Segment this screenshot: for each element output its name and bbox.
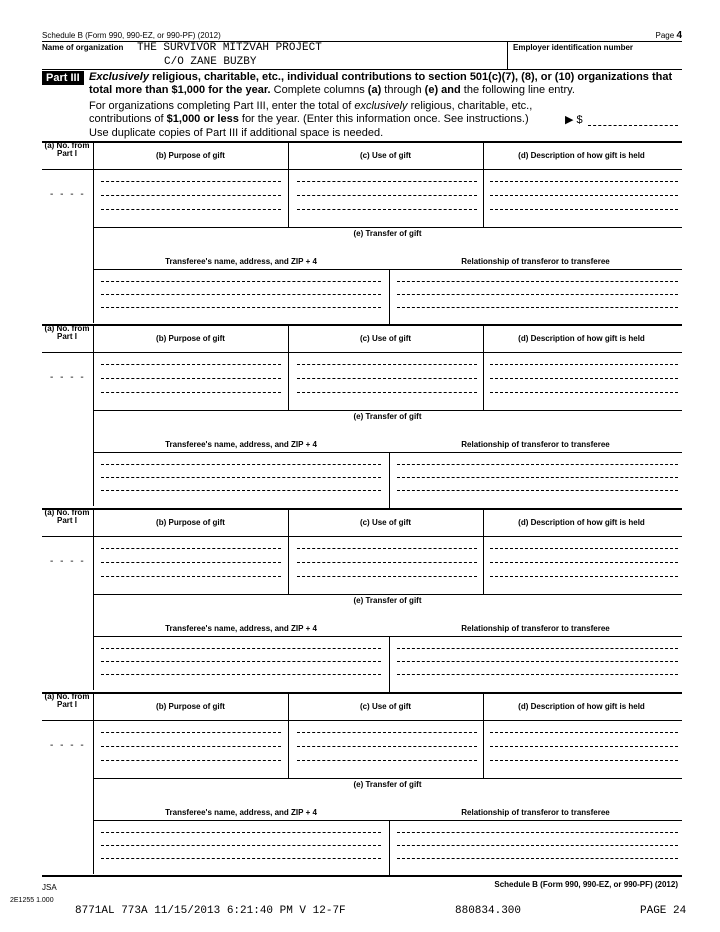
page-prefix: Page bbox=[655, 31, 675, 40]
block-2-col-d-header: (d) Description of how gift is held bbox=[518, 334, 645, 343]
footer-number: 880834.300 bbox=[455, 905, 522, 917]
block-2-relationship-header: Relationship of transferor to transferee bbox=[461, 440, 610, 449]
block-1-col-a-header: (a) No. from Part I bbox=[44, 141, 90, 158]
block-3-transferee-rule bbox=[93, 636, 682, 637]
part-instruction-line3: Use duplicate copies of Part III if additional space is needed. bbox=[89, 127, 384, 139]
block-4-col-d-line-1[interactable] bbox=[490, 732, 678, 733]
block-2-relationship-line-1[interactable] bbox=[397, 464, 678, 465]
org-name-line1: THE SURVIVOR MITZVAH PROJECT bbox=[137, 42, 322, 54]
block-4-col-b-header: (b) Purpose of gift bbox=[156, 702, 225, 711]
block-3-transferee-header: Transferee's name, address, and ZIP + 4 bbox=[165, 624, 317, 633]
part-badge: Part III bbox=[42, 71, 84, 85]
block-1-relationship-line-1[interactable] bbox=[397, 281, 678, 282]
block-4-header-rule bbox=[42, 720, 682, 721]
block-3-relationship-line-2[interactable] bbox=[397, 661, 678, 662]
block-3-col-b-line-2[interactable] bbox=[101, 562, 281, 563]
block-1-col-d-header: (d) Description of how gift is held bbox=[518, 151, 645, 160]
block-4-transferee-line-2[interactable] bbox=[101, 845, 381, 846]
total-amount-field[interactable] bbox=[588, 125, 678, 126]
block-1-col-b-line-2[interactable] bbox=[101, 195, 281, 196]
block-4-relationship-line-1[interactable] bbox=[397, 832, 678, 833]
block-3-transferee-divider bbox=[389, 636, 390, 692]
block-3-transferee-line-2[interactable] bbox=[101, 661, 381, 662]
jsa-label: JSA bbox=[42, 883, 57, 892]
block-3-col-d-line-2[interactable] bbox=[490, 562, 678, 563]
block-1-relationship-header: Relationship of transferor to transferee bbox=[461, 257, 610, 266]
block-3-col-a-header: (a) No. from Part I bbox=[44, 508, 90, 525]
block-3-transferee-line-3[interactable] bbox=[101, 674, 381, 675]
block-1-relationship-line-2[interactable] bbox=[397, 294, 678, 295]
block-4-relationship-line-2[interactable] bbox=[397, 845, 678, 846]
block-4-col-d-header: (d) Description of how gift is held bbox=[518, 702, 645, 711]
block-3-col-d-line-1[interactable] bbox=[490, 548, 678, 549]
block-4-transfer-rule bbox=[93, 778, 682, 779]
block-1-col-d-line-3[interactable] bbox=[490, 209, 678, 210]
block-3-col-b-line-1[interactable] bbox=[101, 548, 281, 549]
block-3-col-c-line-3[interactable] bbox=[297, 576, 477, 577]
block-3-col-d-header: (d) Description of how gift is held bbox=[518, 518, 645, 527]
block-4-top-rule bbox=[42, 692, 682, 694]
block-1-entry-number: - - - - bbox=[50, 189, 86, 200]
block-2-transferee-line-2[interactable] bbox=[101, 477, 381, 478]
block-2-transferee-header: Transferee's name, address, and ZIP + 4 bbox=[165, 440, 317, 449]
block-3-header-rule bbox=[42, 536, 682, 537]
block-3-top-rule bbox=[42, 508, 682, 510]
block-2-col-b-line-2[interactable] bbox=[101, 378, 281, 379]
block-1-transfer-rule bbox=[93, 227, 682, 228]
block-4-transfer-header: (e) Transfer of gift bbox=[353, 780, 422, 789]
schedule-reference: Schedule B (Form 990, 990-EZ, or 990-PF) (2012) bbox=[42, 31, 221, 40]
block-3-transfer-header: (e) Transfer of gift bbox=[353, 596, 422, 605]
block-2-transferee-line-3[interactable] bbox=[101, 490, 381, 491]
total-arrow: ▶ $ bbox=[565, 114, 583, 126]
block-4-col-d-line-2[interactable] bbox=[490, 746, 678, 747]
block-1-col-b-header: (b) Purpose of gift bbox=[156, 151, 225, 160]
block-4-col-b-line-2[interactable] bbox=[101, 746, 281, 747]
block-2-transferee-divider bbox=[389, 452, 390, 508]
part-title: Exclusively religious, charitable, etc., individual contributions to section 501(c)(7), (8), or (10) organizations that total more than $1,000 for the year. Complete columns (a) through (e) and the following line entry. bbox=[89, 71, 673, 96]
page-number: 4 bbox=[676, 30, 682, 41]
block-4-transferee-line-1[interactable] bbox=[101, 832, 381, 833]
block-1-relationship-line-3[interactable] bbox=[397, 307, 678, 308]
org-name-label: Name of organization bbox=[42, 43, 124, 52]
name-row-rule bbox=[42, 69, 682, 70]
page-label bbox=[656, 30, 682, 41]
block-4-col-c-line-3[interactable] bbox=[297, 760, 477, 761]
block-2-top-rule bbox=[42, 324, 682, 326]
block-1-col-d-line-1[interactable] bbox=[490, 181, 678, 182]
block-2-header-rule bbox=[42, 352, 682, 353]
block-1-header-rule bbox=[42, 169, 682, 170]
block-4-transferee-line-3[interactable] bbox=[101, 858, 381, 859]
org-name-line2: C/O ZANE BUZBY bbox=[164, 56, 257, 68]
block-2-col-c-line-1[interactable] bbox=[297, 364, 477, 365]
block-4-transferee-rule bbox=[93, 820, 682, 821]
block-1-transferee-line-2[interactable] bbox=[101, 294, 381, 295]
block-2-relationship-line-3[interactable] bbox=[397, 490, 678, 491]
block-1-col-c-line-2[interactable] bbox=[297, 195, 477, 196]
part-instruction-line1: For organizations completing Part III, enter the total of exclusively religious, charitable, etc., bbox=[89, 100, 533, 112]
block-2-transfer-header: (e) Transfer of gift bbox=[353, 412, 422, 421]
block-1-transferee-divider bbox=[389, 269, 390, 325]
block-4-relationship-line-3[interactable] bbox=[397, 858, 678, 859]
block-2-col-b-header: (b) Purpose of gift bbox=[156, 334, 225, 343]
block-3-col-c-header: (c) Use of gift bbox=[359, 518, 412, 527]
block-3-col-b-header: (b) Purpose of gift bbox=[156, 518, 225, 527]
form-code: 2E1255 1.000 bbox=[10, 897, 54, 904]
block-4-col-c-header: (c) Use of gift bbox=[359, 702, 412, 711]
block-2-col-d-line-3[interactable] bbox=[490, 392, 678, 393]
block-1-col-d-line-2[interactable] bbox=[490, 195, 678, 196]
block-2-col-b-line-3[interactable] bbox=[101, 392, 281, 393]
block-2-col-b-line-1[interactable] bbox=[101, 364, 281, 365]
footer-page: PAGE 24 bbox=[640, 905, 687, 917]
block-1-col-c-line-1[interactable] bbox=[297, 181, 477, 182]
block-4-transferee-divider bbox=[389, 820, 390, 876]
block-3-transferee-line-1[interactable] bbox=[101, 648, 381, 649]
block-2-col-d-line-2[interactable] bbox=[490, 378, 678, 379]
footer-schedule-reference: Schedule B (Form 990, 990-EZ, or 990-PF) (2012) bbox=[494, 880, 678, 889]
block-3-col-b-line-3[interactable] bbox=[101, 576, 281, 577]
block-2-col-a-header: (a) No. from Part I bbox=[44, 324, 90, 341]
block-4-relationship-header: Relationship of transferor to transferee bbox=[461, 808, 610, 817]
block-4-col-c-line-2[interactable] bbox=[297, 746, 477, 747]
block-1-col-c-header: (c) Use of gift bbox=[359, 151, 412, 160]
block-3-entry-number: - - - - bbox=[50, 556, 86, 567]
block-2-relationship-line-2[interactable] bbox=[397, 477, 678, 478]
part-instruction-line2: contributions of $1,000 or less for the year. (Enter this information once. See instructions.) bbox=[89, 113, 529, 125]
block-1-col-b-line-3[interactable] bbox=[101, 209, 281, 210]
block-3-col-d-line-3[interactable] bbox=[490, 576, 678, 577]
block-4-col-c-line-1[interactable] bbox=[297, 732, 477, 733]
block-2-entry-number: - - - - bbox=[50, 372, 86, 383]
block-1-transferee-rule bbox=[93, 269, 682, 270]
block-1-transferee-header: Transferee's name, address, and ZIP + 4 bbox=[165, 257, 317, 266]
footer-rule bbox=[42, 875, 682, 877]
block-4-entry-number: - - - - bbox=[50, 740, 86, 751]
block-3-col-c-line-2[interactable] bbox=[297, 562, 477, 563]
block-4-col-d-line-3[interactable] bbox=[490, 760, 678, 761]
block-3-relationship-line-1[interactable] bbox=[397, 648, 678, 649]
block-2-col-d-line-1[interactable] bbox=[490, 364, 678, 365]
block-3-col-c-line-1[interactable] bbox=[297, 548, 477, 549]
block-1-top-rule bbox=[42, 141, 682, 143]
block-1-transfer-header: (e) Transfer of gift bbox=[353, 229, 422, 238]
block-1-transferee-line-1[interactable] bbox=[101, 281, 381, 282]
block-2-transfer-rule bbox=[93, 410, 682, 411]
block-2-transferee-line-1[interactable] bbox=[101, 464, 381, 465]
block-1-transferee-line-3[interactable] bbox=[101, 307, 381, 308]
block-4-col-b-line-1[interactable] bbox=[101, 732, 281, 733]
block-2-transferee-rule bbox=[93, 452, 682, 453]
block-1-col-c-line-3[interactable] bbox=[297, 209, 477, 210]
ein-divider bbox=[507, 41, 508, 69]
block-2-col-c-header: (c) Use of gift bbox=[359, 334, 412, 343]
block-3-relationship-header: Relationship of transferor to transferee bbox=[461, 624, 610, 633]
block-1-col-b-line-1[interactable] bbox=[101, 181, 281, 182]
block-2-col-c-line-2[interactable] bbox=[297, 378, 477, 379]
block-4-transferee-header: Transferee's name, address, and ZIP + 4 bbox=[165, 808, 317, 817]
print-line: 8771AL 773A 11/15/2013 6:21:40 PM V 12-7F bbox=[75, 905, 346, 917]
block-3-relationship-line-3[interactable] bbox=[397, 674, 678, 675]
block-2-col-c-line-3[interactable] bbox=[297, 392, 477, 393]
block-3-transfer-rule bbox=[93, 594, 682, 595]
block-4-col-a-header: (a) No. from Part I bbox=[44, 692, 90, 709]
block-4-col-b-line-3[interactable] bbox=[101, 760, 281, 761]
ein-label: Employer identification number bbox=[513, 43, 634, 52]
